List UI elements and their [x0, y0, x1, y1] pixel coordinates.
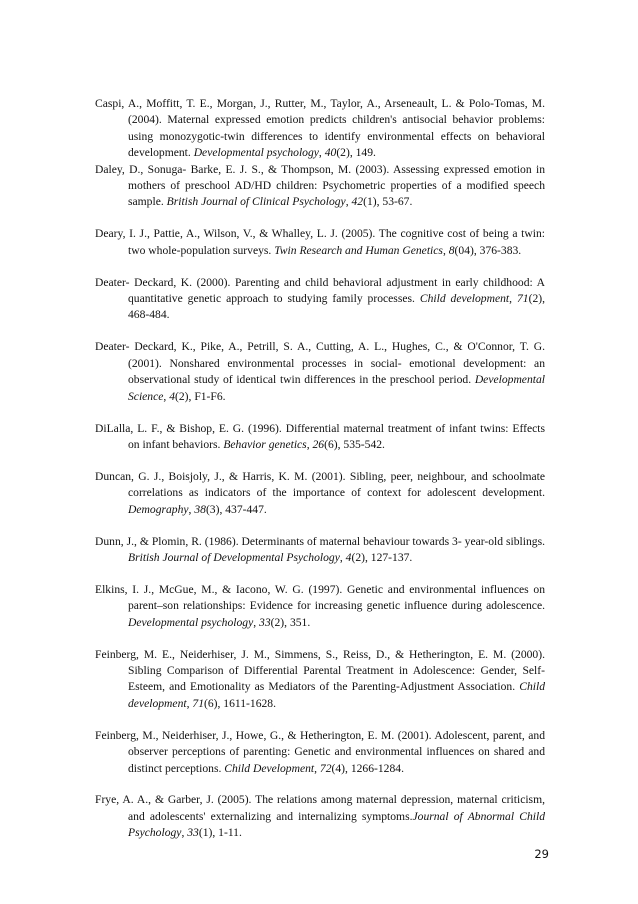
reference-volume: 40: [324, 146, 337, 160]
reference-entry: Elkins, I. J., McGue, M., & Iacono, W. G. (1997). Genetic and environmental influences on parent–son relationships: Evidence for increasing genetic influence during adolescence. Developmental psychology, 33(2), 351.: [95, 582, 545, 629]
reference-entry: Deater- Deckard, K. (2000). Parenting and child behavioral adjustment in early childhood: A quantitative genetic approach to studying family processes. Child development, 71(2), 468-484.: [95, 275, 545, 322]
reference-volume: 42: [351, 195, 364, 209]
reference-text: Feinberg, M., Neiderhiser, J., Howe, G., & Hetherington, E. M. (2001). Adolescent, parent, and observer perceptions of parenting: Genetic and environmental influences on shared and distinct perceptions.: [95, 728, 545, 775]
reference-text: Dunn, J., & Plomin, R. (1986). Determinants of maternal behaviour towards 3- year-old siblings.: [95, 534, 545, 548]
reference-text: Daley, D., Sonuga- Barke, E. J. S., & Thompson, M. (2003). Assessing expressed emotion in mothers of preschool AD/HD children: Psychometric properties of a modified speech sample.: [95, 162, 545, 209]
reference-volume: 38: [194, 502, 206, 516]
reference-text: DiLalla, L. F., & Bishop, E. G. (1996). Differential maternal treatment of infant twins: Effects on infant behaviors.: [95, 421, 545, 451]
reference-list: [95, 96, 545, 857]
reference-journal: Developmental Science: [128, 373, 545, 403]
reference-journal: Twin Research and Human Genetics: [274, 243, 443, 257]
reference-issue-pages: (2), 149.: [336, 146, 376, 160]
reference-entry: Feinberg, M. E., Neiderhiser, J. M., Simmens, S., Reiss, D., & Hetherington, E. M. (2000). Sibling Comparison of Differential Parental Treatment in Adolescence: Gender, Self- Esteem, and Emotionality as Mediators of the Parenting-Adjustment Association. Child development, 71(6), 1611-1628.: [95, 647, 545, 710]
reference-issue-pages: (1), 53-67.: [363, 195, 413, 209]
reference-volume: 71: [516, 292, 529, 306]
reference-issue-pages: (4), 1266-1284.: [331, 761, 404, 775]
reference-issue-pages: (6), 535-542.: [324, 437, 385, 451]
reference-text: Deary, I. J., Pattie, A., Wilson, V., & Whalley, L. J. (2005). The cognitive cost of being a twin: two whole-population surveys.: [95, 227, 545, 257]
reference-volume: 33: [187, 826, 199, 840]
reference-issue-pages: (3), 437-447.: [205, 502, 267, 516]
reference-journal: British Journal of Developmental Psychology: [128, 550, 340, 564]
reference-entry: Caspi, A., Moffitt, T. E., Morgan, J., Rutter, M., Taylor, A., Arseneault, L. & Polo-Tomas, M. (2004). Maternal expressed emotion predicts children's antisocial behavior problems: using monozygotic-twin differences to identify environmental effects on behavioral development. Developmental psychology, 40(2), 149.: [95, 97, 545, 160]
reference-entry: Duncan, G. J., Boisjoly, J., & Harris, K. M. (2001). Sibling, peer, neighbour, and schoolmate correlations as indicators of the importance of context for adolescent development. Demography, 38(3), 437-447.: [95, 469, 545, 516]
reference-issue-pages: (2), 468-484.: [128, 292, 545, 322]
reference-issue-pages: (04), 376-383.: [454, 243, 522, 257]
reference-volume: 4: [169, 389, 175, 403]
reference-journal: Child development: [128, 680, 545, 710]
reference-issue-pages: (1), 1-11.: [198, 826, 242, 840]
reference-entry: DiLalla, L. F., & Bishop, E. G. (1996). Differential maternal treatment of infant twins: Effects on infant behaviors. Behavior genetics, 26(6), 535-542.: [95, 421, 545, 451]
reference-volume: 72: [319, 761, 332, 775]
page-number: 29: [534, 847, 549, 861]
reference-entry: Dunn, J., & Plomin, R. (1986). Determinants of maternal behaviour towards 3- year-old siblings. British Journal of Developmental Psychology, 4(2), 127-137.: [95, 534, 545, 564]
reference-entry: Frye, A. A., & Garber, J. (2005). The relations among maternal depression, maternal criticism, and adolescents' externalizing and internalizing symptoms.Journal of Abnormal Child Psychology, 33(1), 1-11.: [95, 793, 545, 840]
reference-volume: 33: [259, 615, 271, 629]
reference-text: Deater- Deckard, K. (2000). Parenting and child behavioral adjustment in early childhood: A quantitative genetic approach to studying family processes.: [95, 275, 545, 306]
reference-issue-pages: (2), 127-137.: [351, 550, 413, 564]
reference-volume: 26: [312, 437, 325, 451]
reference-volume: 4: [345, 550, 352, 564]
reference-text: Frye, A. A., & Garber, J. (2005). The relations among maternal depression, maternal criticism, and adolescents' externalizing and internalizing symptoms.: [95, 793, 545, 823]
reference-text: Caspi, A., Moffitt, T. E., Morgan, J., Rutter, M., Taylor, A., Arseneault, L. & Polo-Tomas, M. (2004). Maternal expressed emotion predicts children's antisocial behavior problems: using monozygotic-twin differences to identify environmental effects on behavioral development.: [95, 97, 545, 160]
reference-entry: Deater- Deckard, K., Pike, A., Petrill, S. A., Cutting, A. L., Hughes, C., & O'Connor, T. G. (2001). Nonshared environmental processes in social- emotional development: an observational study of identical twin differences in the preschool period. Developmental Science, 4(2), F1-F6.: [95, 340, 545, 403]
reference-entry: Daley, D., Sonuga- Barke, E. J. S., & Thompson, M. (2003). Assessing expressed emotion in mothers of preschool AD/HD children: Psychometric properties of a modified speech sample. British Journal of Clinical Psychology, 42(1), 53-67.: [95, 162, 545, 209]
reference-journal: Developmental psychology: [128, 615, 254, 629]
reference-text: Duncan, G. J., Boisjoly, J., & Harris, K. M. (2001). Sibling, peer, neighbour, and schoolmate correlations as indicators of the importance of context for adolescent development.: [95, 469, 545, 500]
reference-issue-pages: (2), F1-F6.: [175, 389, 226, 403]
reference-journal: Child Development: [224, 761, 315, 775]
reference-issue-pages: (2), 351.: [270, 615, 311, 629]
reference-entry: Deary, I. J., Pattie, A., Wilson, V., & Whalley, L. J. (2005). The cognitive cost of being a twin: two whole-population surveys. Twin Research and Human Genetics, 8(04), 376-383.: [95, 227, 545, 257]
reference-volume: 71: [192, 696, 204, 710]
reference-text: Elkins, I. J., McGue, M., & Iacono, W. G. (1997). Genetic and environmental influences on parent–son relationships: Evidence for increasing genetic influence during adolescence.: [95, 582, 545, 613]
reference-text: Deater- Deckard, K., Pike, A., Petrill, S. A., Cutting, A. L., Hughes, C., & O'Connor, T. G. (2001). Nonshared environmental processes in social- emotional development: an observational study of identical twin differences in the preschool period.: [95, 340, 545, 387]
reference-journal: Child development: [419, 292, 510, 306]
reference-issue-pages: (6), 1611-1628.: [203, 696, 277, 710]
reference-journal: British Journal of Clinical Psychology: [166, 195, 346, 209]
reference-journal: Demography: [128, 502, 189, 516]
reference-journal: Developmental psychology: [193, 146, 319, 160]
reference-volume: 8: [448, 243, 455, 257]
reference-entry: Feinberg, M., Neiderhiser, J., Howe, G., & Hetherington, E. M. (2001). Adolescent, parent, and observer perceptions of parenting: Genetic and environmental influences on shared and distinct perceptions. Child Development, 72(4), 1266-1284.: [95, 728, 545, 775]
reference-journal: Journal of Abnormal Child Psychology: [128, 809, 545, 840]
reference-journal: Behavior genetics: [223, 437, 307, 451]
reference-text: Feinberg, M. E., Neiderhiser, J. M., Simmens, S., Reiss, D., & Hetherington, E. M. (2000). Sibling Comparison of Differential Parental Treatment in Adolescence: Gender, Self- Esteem, and Emotionality as Mediators of the Parenting-Adjustment Association.: [95, 647, 545, 694]
